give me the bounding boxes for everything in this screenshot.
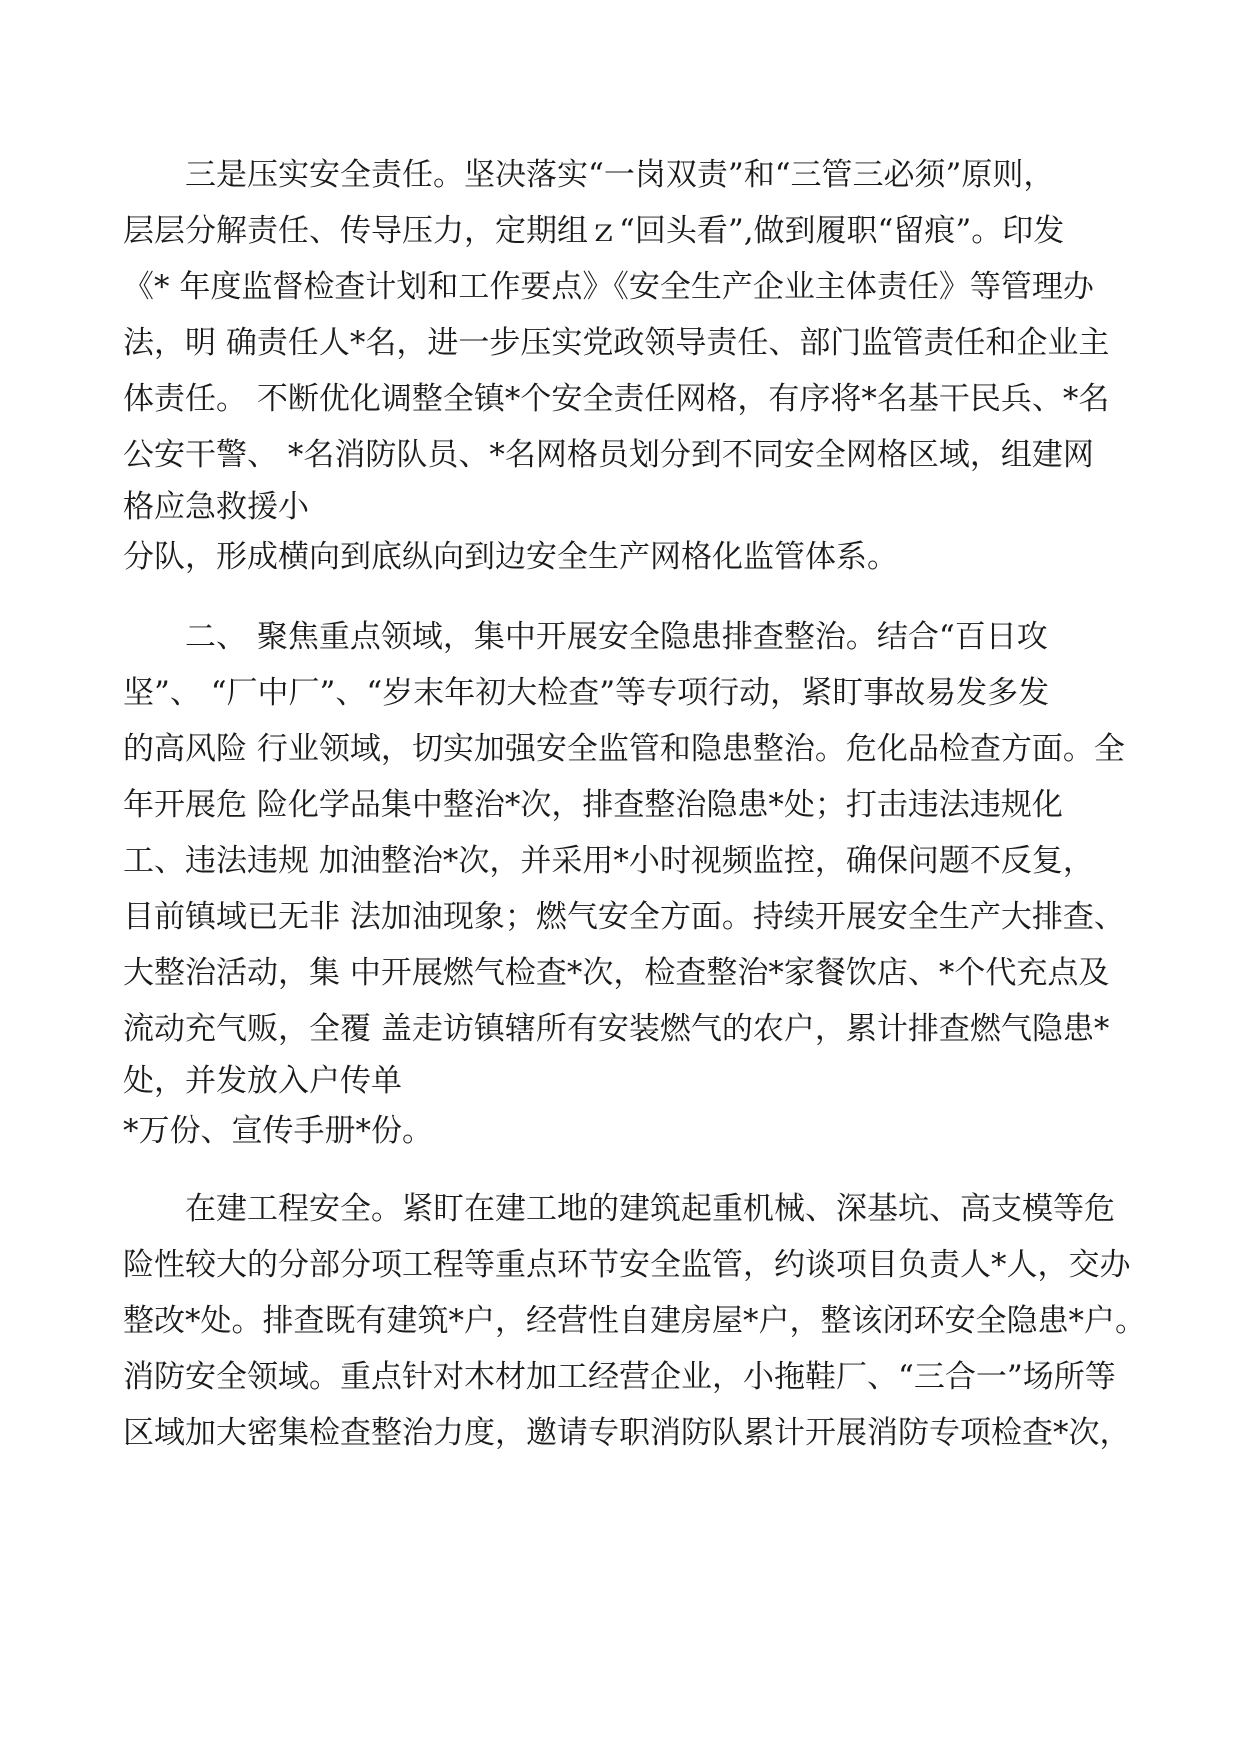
paragraph-line: 法，明 确责任人*名，进一步压实党政领导责任、部门监管责任和企业主 xyxy=(123,325,1110,361)
paragraph-line: 在建工程安全。紧盯在建工地的建筑起重机械、深基坑、高支模等危 xyxy=(185,1191,1115,1227)
paragraph-line: 工、违法违规 加油整治*次，并采用*小时视频监控，确保问题不反复， xyxy=(123,843,1094,879)
paragraph-line: 险性较大的分部分项工程等重点环节安全监管，约谈项目负责人*人，交办 xyxy=(123,1247,1131,1283)
paragraph-line: 流动充气贩，全覆 盖走访镇辖所有安装燃气的农户，累计排查燃气隐患* xyxy=(123,1011,1110,1047)
paragraph-line: 目前镇域已无非 法加油现象；燃气安全方面。持续开展安全生产大排查、 xyxy=(123,899,1125,935)
paragraph-line: 《* 年度监督检查计划和工作要点》《安全生产企业主体责任》等管理办 xyxy=(123,269,1094,305)
paragraph-line: 年开展危 险化学品集中整治*次，排查整治隐患*处；打击违法违规化 xyxy=(123,787,1063,823)
paragraph-line: 的高风险 行业领域，切实加强安全监管和隐患整治。危化品检查方面。全 xyxy=(123,731,1125,767)
paragraph-line: 大整治活动，集 中开展燃气检查*次，检查整治*家餐饮店、*个代充点及 xyxy=(123,955,1110,991)
paragraph-line: 坚”、 “厂中厂”、“岁末年初大检查”等专项行动，紧盯事故易发多发 xyxy=(123,675,1050,711)
paragraph-line: 处，并发放入户传单 xyxy=(123,1063,402,1099)
paragraph-line: *万份、宣传手册*份。 xyxy=(123,1113,433,1149)
paragraph-line: 分队，形成横向到底纵向到边安全生产网格化监管体系。 xyxy=(123,539,898,575)
paragraph-line: 消防安全领域。重点针对木材加工经营企业，小拖鞋厂、“三合一”场所等 xyxy=(123,1359,1116,1395)
paragraph-line: 整改*处。排查既有建筑*户，经营性自建房屋*户，整该闭环安全隐患*户。 xyxy=(123,1303,1146,1339)
paragraph-line: 公安干警、 *名消防队员、*名网格员划分到不同安全网格区域，组建网 xyxy=(123,437,1094,473)
paragraph-line: 二、 聚焦重点领域，集中开展安全隐患排查整治。结合“百日攻 xyxy=(185,619,1048,655)
paragraph-line: 层层分解责任、传导压力，定期组ｚ“回头看”,做到履职“留痕”。印发 xyxy=(123,213,1065,249)
paragraph-line: 体责任。 不断优化调整全镇*个安全责任网格，有序将*名基干民兵、*名 xyxy=(123,381,1110,417)
paragraph-line: 格应急救援小 xyxy=(123,489,309,525)
paragraph-line: 区域加大密集检查整治力度，邀请专职消防队累计开展消防专项检查*次， xyxy=(123,1415,1131,1451)
paragraph-line: 三是压实安全责任。坚决落实“一岗双责”和“三管三必须”原则， xyxy=(185,157,1055,193)
